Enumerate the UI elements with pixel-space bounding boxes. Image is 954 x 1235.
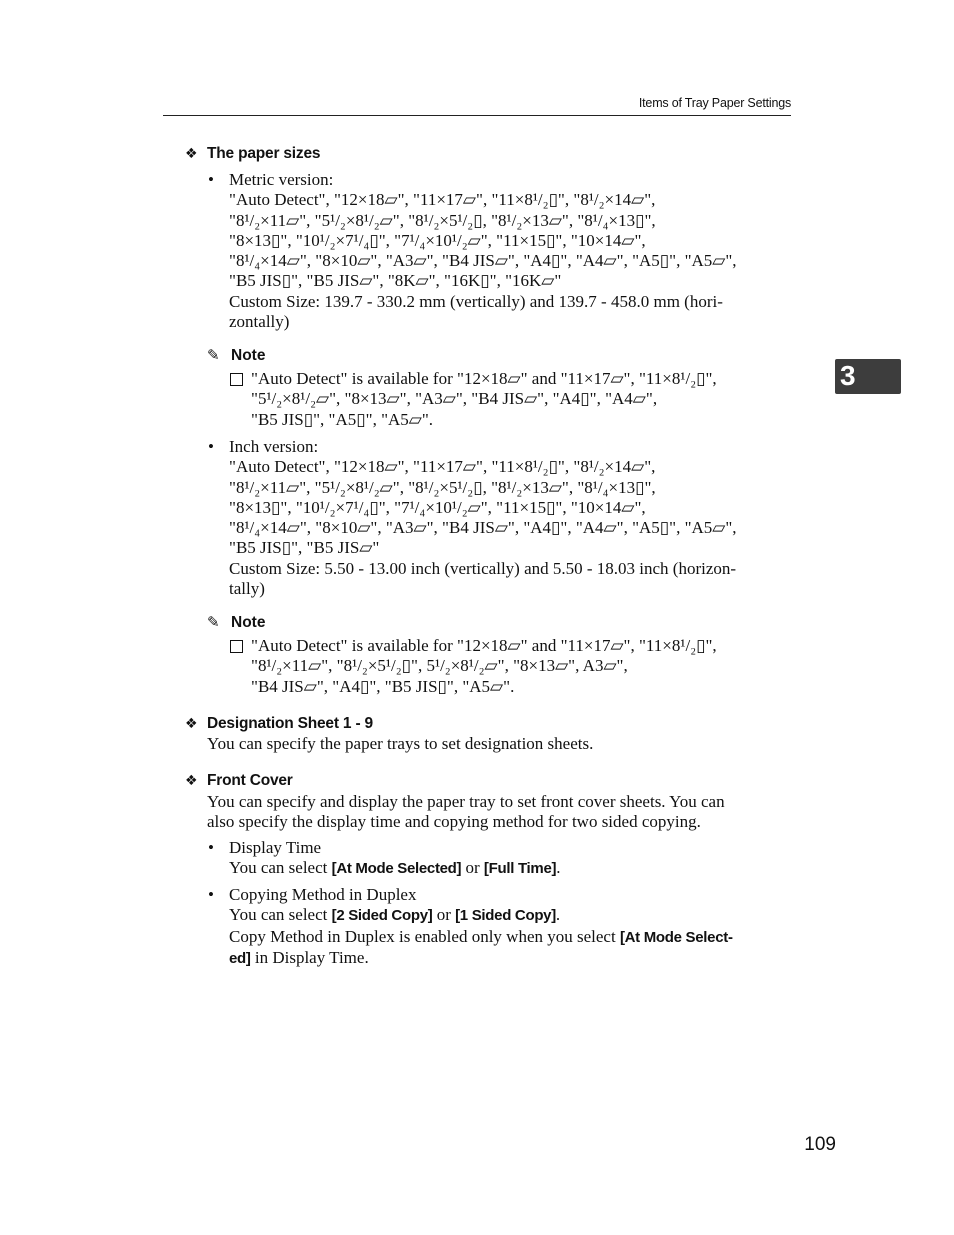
display-time-label: Display Time — [229, 838, 322, 857]
inch-custom-size: Custom Size: 5.50 - 13.00 inch (vertically) and 5.50 - 18.03 inch (horizon- — [229, 558, 737, 578]
at-mode-selected-option: ed] — [229, 949, 251, 967]
metric-size-line: "Auto Detect", "12×18▱", "11×17▱", "11×8¹/₂▯", "8¹/₂×14▱", — [229, 190, 656, 210]
metric-custom-size: Custom Size: 139.7 - 330.2 mm (vertically) and 139.7 - 458.0 mm (hori- — [229, 291, 723, 311]
metric-size-line: "8¹/₂×11▱", "5¹/₂×8¹/₂▱", "8¹/₂×5¹/₂▯, "8¹/₂×13▱", "8¹/₄×13▯", — [229, 210, 656, 230]
front-cover-text — [207, 792, 797, 833]
chapter-tab — [835, 359, 901, 394]
metric-version-block — [229, 170, 799, 332]
at-mode-selected-option: [At Mode Select- — [619, 928, 733, 946]
metric-custom-size: zontally) — [229, 312, 290, 332]
note-heading: ✎ Note — [207, 347, 266, 364]
paragraph-line: also specify the display time and copying method for two sided copying. — [207, 812, 701, 832]
note-line: "Auto Detect" is available for "12×18▱" and "11×17▱", "11×8¹/₂▯", — [251, 636, 717, 655]
inch-label: Inch version: — [229, 437, 319, 456]
section-heading-paper-sizes: ❖ The paper sizes — [185, 145, 321, 162]
diamond-bullet-icon: ❖ — [185, 145, 198, 161]
checkbox-icon — [230, 373, 243, 386]
section-heading-designation-sheet: ❖ Designation Sheet 1 - 9 — [185, 715, 373, 732]
checkbox-icon — [230, 640, 243, 653]
inch-size-line: "Auto Detect", "12×18▱", "11×17▱", "11×8¹/₂▯", "8¹/₂×14▱", — [229, 457, 656, 477]
metric-label: Metric version: — [229, 170, 334, 189]
note-line: "8¹/₂×11▱", "8¹/₂×5¹/₂▯", 5¹/₂×8¹/₂▱", "8×13▱", A3▱", — [251, 656, 628, 676]
inch-size-line: "8¹/₄×14▱", "8×10▱", "A3▱", "B4 JIS▱", "A4▯", "A4▱", "A5▯", "A5▱", — [229, 518, 737, 538]
running-header: Items of Tray Paper Settings — [638, 96, 791, 110]
copying-method-condition: ed] in Display Time. — [229, 947, 369, 967]
note-line: "B4 JIS▱", "A4▯", "B5 JIS▯", "A5▱". — [251, 676, 515, 696]
diamond-bullet-icon: ❖ — [185, 772, 198, 788]
copying-method-condition: Copy Method in Duplex is enabled only when you select [At Mode Select- — [229, 926, 733, 946]
at-mode-selected-option: [At Mode Selected] — [331, 860, 462, 878]
metric-size-line: "8¹/₄×14▱", "8×10▱", "A3▱", "B4 JIS▱", "A4▯", "A4▱", "A5▯", "A5▱", — [229, 251, 737, 271]
pencil-icon: ✎ — [207, 614, 220, 631]
note-heading: ✎ Note — [207, 614, 266, 631]
chapter-number: 3 — [840, 360, 856, 391]
display-time-text: You can select [At Mode Selected] or [Full Time]. — [229, 858, 561, 878]
note-line: "B5 JIS▯", "A5▯", "A5▱". — [251, 409, 434, 429]
inch-size-line: "B5 JIS▯", "B5 JIS▱" — [229, 538, 380, 558]
bullet-icon: • — [208, 437, 214, 456]
metric-size-line: "B5 JIS▯", "B5 JIS▱", "8K▱", "16K▯", "16K▱" — [229, 271, 562, 291]
diamond-bullet-icon: ❖ — [185, 715, 198, 731]
note-line: "5¹/₂×8¹/₂▱", "8×13▱", "A3▱", "B4 JIS▱", "A4▯", "A4▱", — [251, 389, 658, 409]
page-number: 109 — [804, 1134, 836, 1155]
metric-size-line: "8×13▯", "10¹/₂×7¹/₄▯", "7¹/₄×10¹/₂▱", "11×15▯", "10×14▱", — [229, 230, 646, 250]
copying-method-text: You can select [2 Sided Copy] or [1 Sided Copy]. — [229, 905, 561, 925]
paragraph-line: You can specify and display the paper tray to set front cover sheets. You can — [207, 792, 725, 811]
note-line: "Auto Detect" is available for "12×18▱" and "11×17▱", "11×8¹/₂▯", — [251, 369, 717, 388]
copying-method-block — [229, 885, 799, 969]
two-sided-copy-option: [2 Sided Copy] — [331, 907, 433, 925]
inch-size-line: "8¹/₂×11▱", "5¹/₂×8¹/₂▱", "8¹/₂×5¹/₂▯, "8¹/₂×13▱", "8¹/₄×13▯", — [229, 477, 656, 497]
bullet-icon: • — [208, 838, 214, 857]
display-time-block — [229, 838, 799, 880]
header-rule — [163, 115, 791, 116]
metric-note-text — [251, 369, 796, 430]
inch-note-text — [251, 636, 796, 697]
one-sided-copy-option: [1 Sided Copy] — [455, 907, 556, 925]
inch-custom-size: tally) — [229, 579, 265, 599]
section-heading-front-cover: ❖ Front Cover — [185, 772, 293, 789]
bullet-icon: • — [208, 170, 214, 189]
inch-size-line: "8×13▯", "10¹/₂×7¹/₄▯", "7¹/₄×10¹/₂▱", "11×15▯", "10×14▱", — [229, 497, 646, 517]
full-time-option: [Full Time] — [483, 860, 557, 878]
bullet-icon: • — [208, 885, 214, 904]
copying-method-label: Copying Method in Duplex — [229, 885, 417, 904]
designation-text: You can specify the paper trays to set designation sheets. — [207, 734, 594, 753]
pencil-icon: ✎ — [207, 347, 220, 364]
inch-version-block — [229, 437, 799, 599]
